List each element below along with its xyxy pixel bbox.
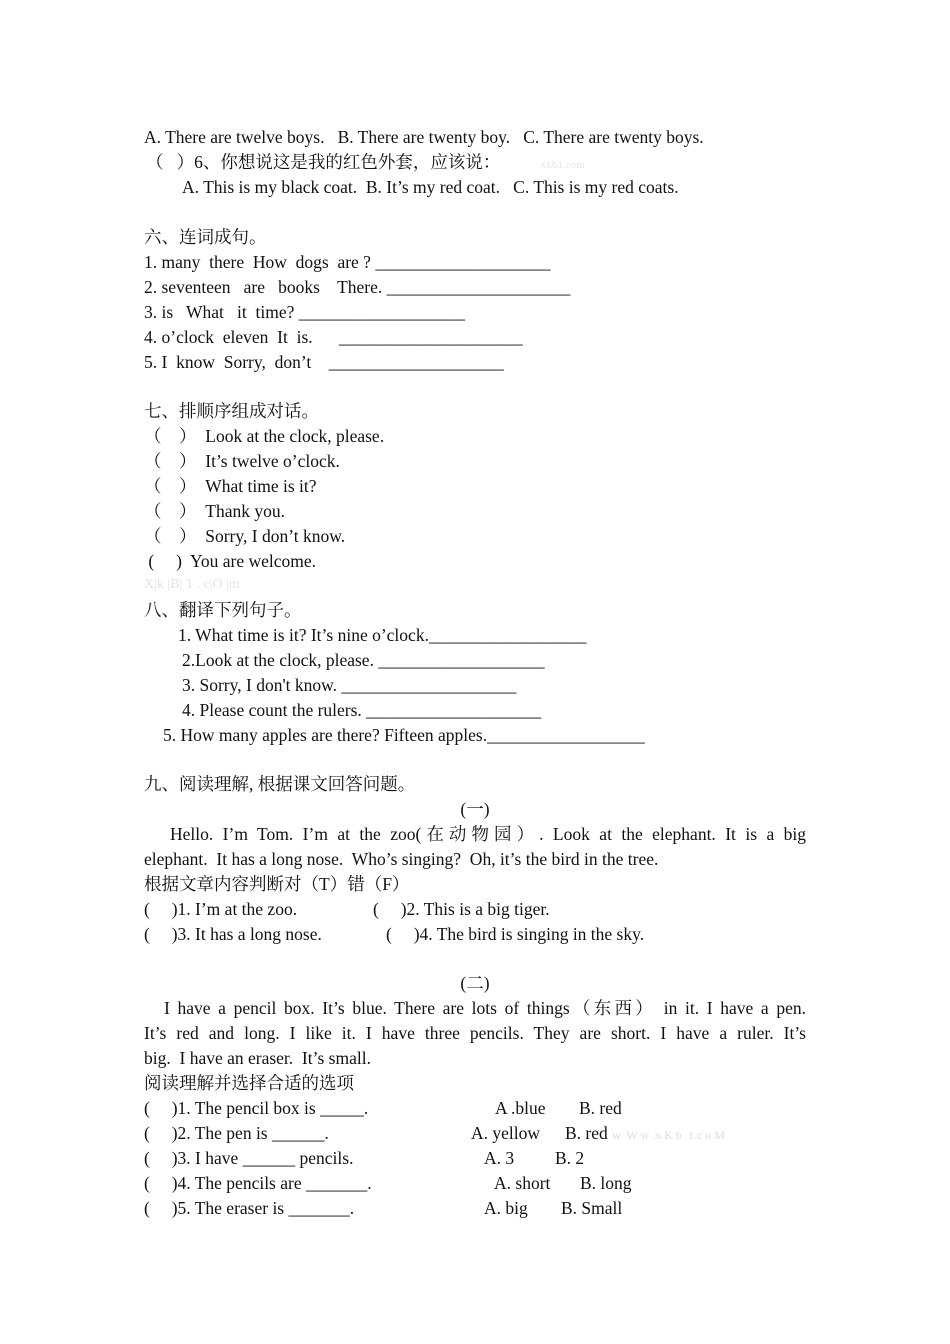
sec8-line-5: 5. How many apples are there? Fifteen apples.__________________ (163, 725, 645, 745)
part-2-option-4a: A. short (494, 1173, 551, 1193)
part-2-question-1: ( )1. The pencil box is _____. (144, 1098, 369, 1118)
section-9-title: 九、阅读理解, 根据课文回答问题。 (144, 774, 416, 794)
part-2-question-2: ( )2. The pen is ______. (144, 1123, 329, 1143)
part-2-paragraph-line-2: It’s red and long. I like it. I have three pencils. They are short. I have a ruler. It’s (144, 1023, 806, 1043)
sec7-line-2: （ ） It’s twelve o’clock. (144, 451, 340, 471)
part-2-paragraph-line-3: big. I have an eraser. It’s small. (144, 1048, 371, 1068)
part-2-option-3b: B. 2 (555, 1148, 585, 1168)
q6-stem: （ ）6、你想说这是我的红色外套，应该说： (146, 152, 501, 172)
part-1-paragraph-line-1: Hello. I’m Tom. I’m at the zoo(在动物园）. Look at the elephant. It is a big (170, 824, 806, 844)
sec6-line-3: 3. is What it time? ___________________ (144, 302, 465, 322)
sec6-line-1: 1. many there How dogs are ? ____________________ (144, 252, 551, 272)
sec7-line-4: （ ） Thank you. (144, 501, 285, 521)
watermark: X|k |B| 1 . c|O |m (144, 577, 240, 592)
part-2-question-5: ( )5. The eraser is _______. (144, 1198, 355, 1218)
sec6-line-4: 4. o’clock eleven It is. _____________________ (144, 327, 523, 347)
part-2-question-3: ( )3. I have ______ pencils. (144, 1148, 354, 1168)
part-2-option-1a: A .blue (495, 1098, 546, 1118)
q6-options: A. This is my black coat. B. It’s my red coat. C. This is my red coats. (182, 177, 679, 197)
part-2-option-1b: B. red (579, 1098, 622, 1118)
sec8-line-3: 3. Sorry, I don't know. ____________________ (182, 675, 517, 695)
part-2-instruction: 阅读理解并选择合适的选项 (144, 1073, 354, 1093)
part-1-instruction: 根据文章内容判断对（T）错（F） (144, 874, 410, 894)
q5-options: A. There are twelve boys. B. There are twenty boy. C. There are twenty boys. (144, 127, 704, 147)
sec8-line-4: 4. Please count the rulers. ____________________ (182, 700, 542, 720)
part-1-question-1: ( )1. I’m at the zoo. (144, 899, 298, 919)
part-2-option-5b: B. Small (561, 1198, 623, 1218)
sec7-line-3: （ ） What time is it? (144, 476, 317, 496)
part-2-option-4b: B. long (580, 1173, 632, 1193)
part-2-heading: (二) (460, 973, 490, 993)
part-1-question-2: ( )2. This is a big tiger. (373, 899, 550, 919)
part-1-question-3: ( )3. It has a long nose. (144, 924, 322, 944)
sec8-line-1: 1. What time is it? It’s nine o’clock.__________________ (178, 625, 587, 645)
part-2-paragraph-line-1: I have a pencil box. It’s blue. There are lots of things（东西） in it. I have a pen. (164, 998, 806, 1018)
watermark: w W w .x K b 1.c o M (612, 1128, 725, 1142)
sec7-line-1: （ ） Look at the clock, please. (144, 426, 385, 446)
part-1-paragraph-line-2: elephant. It has a long nose. Who’s singing? Oh, it’s the bird in the tree. (144, 849, 659, 869)
sec8-line-2: 2.Look at the clock, please. ___________________ (182, 650, 545, 670)
part-1-heading: (一) (460, 799, 490, 819)
sec7-line-5: （ ） Sorry, I don’t know. (144, 526, 346, 546)
part-1-question-4: ( )4. The bird is singing in the sky. (386, 924, 645, 944)
section-8-title: 八、翻译下列句子。 (144, 600, 302, 620)
part-2-question-4: ( )4. The pencils are _______. (144, 1173, 372, 1193)
sec7-line-6: ( ) You are welcome. (144, 551, 317, 571)
sec6-line-2: 2. seventeen are books There. _____________________ (144, 277, 571, 297)
watermark: xkb1.com (541, 159, 585, 171)
part-2-option-2a: A. yellow (471, 1123, 541, 1143)
part-2-option-3a: A. 3 (484, 1148, 515, 1168)
sec6-line-5: 5. I know Sorry, don’t ____________________ (144, 352, 504, 372)
part-2-option-2b: B. red (565, 1123, 608, 1143)
section-7-title: 七、排顺序组成对话。 (144, 401, 319, 421)
section-6-title: 六、连词成句。 (144, 227, 267, 247)
part-2-option-5a: A. big (484, 1198, 528, 1218)
